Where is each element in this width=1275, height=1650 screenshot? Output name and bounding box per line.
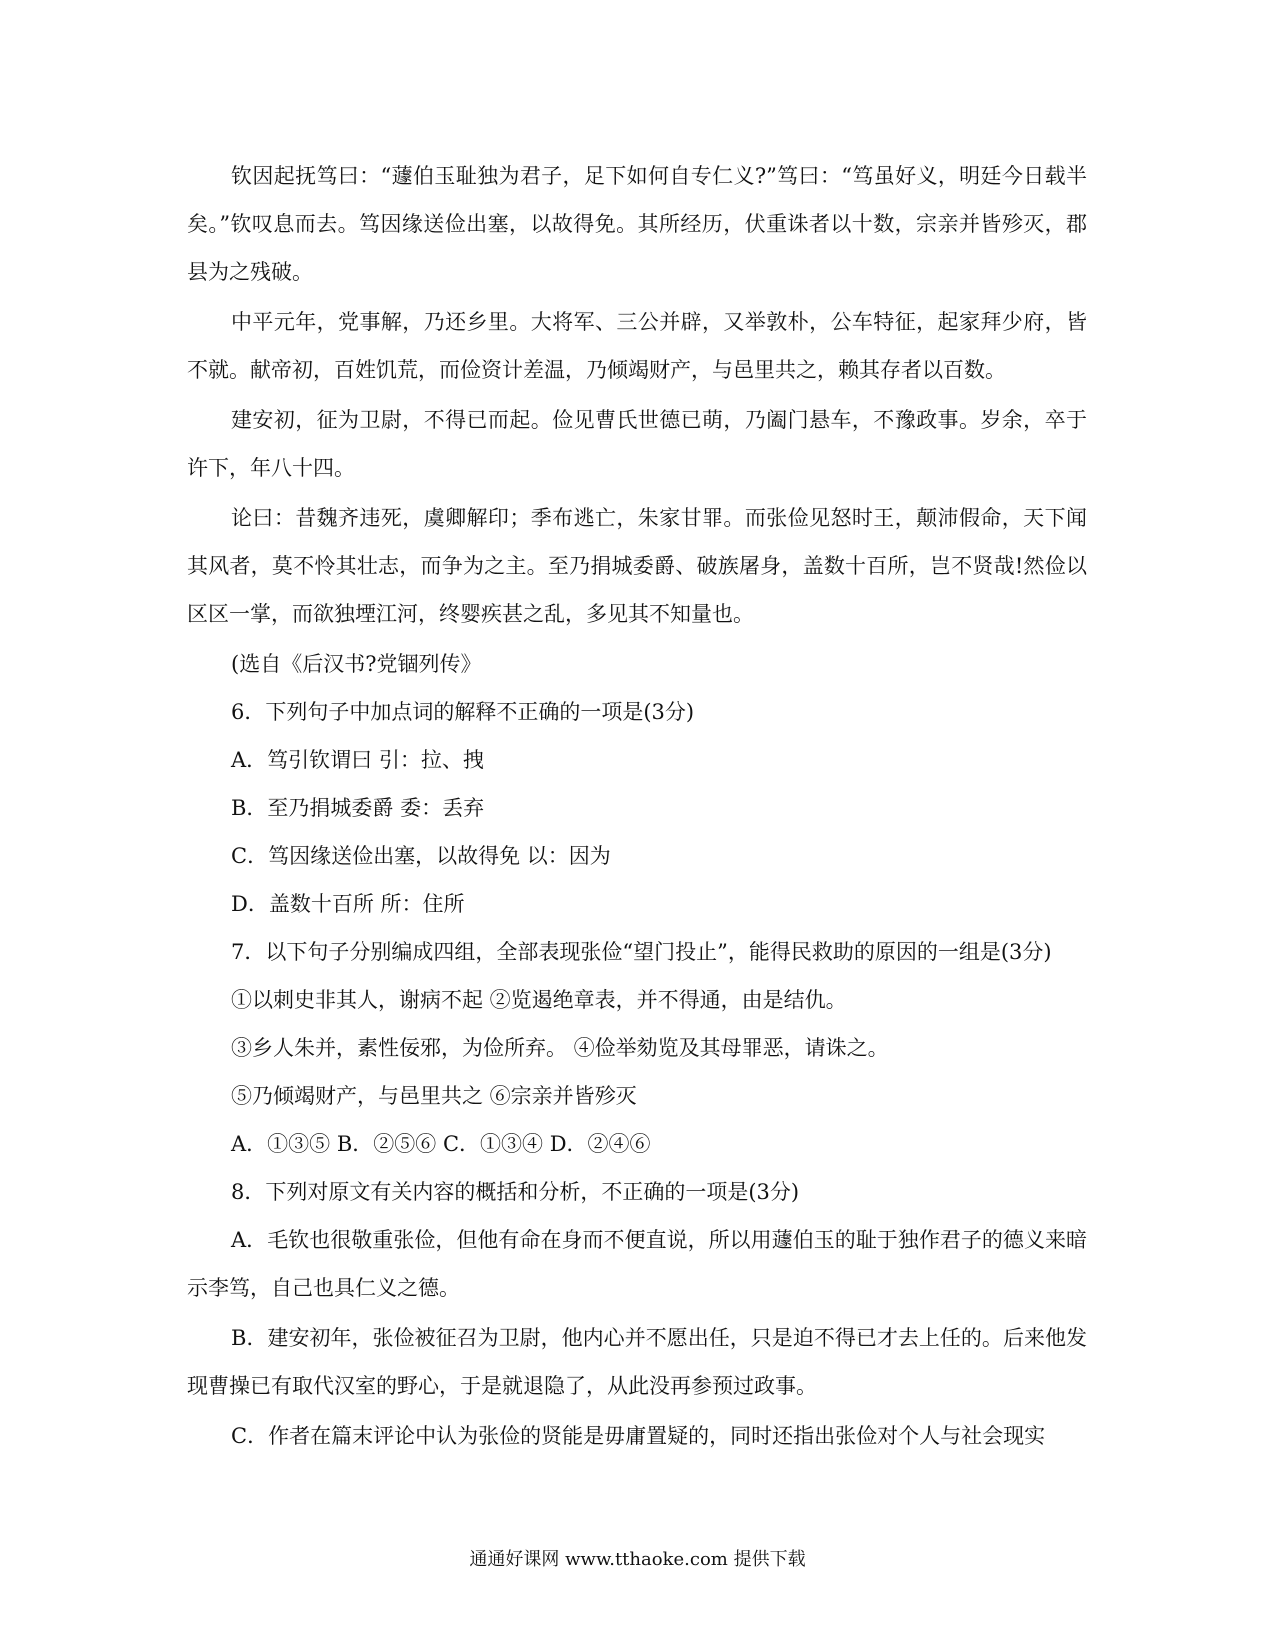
question-6-option-c: C．笃因缘送俭出塞，以故得免 以：因为 [231,844,611,868]
question-8-option-a: A．毛钦也很敬重张俭，但他有命在身而不便直说，所以用蘧伯玉的耻于独作君子的德义来暗示李笃，自己也具仁义之德。 [187,1228,1087,1300]
paragraph-li-du: 钦因起抚笃曰：“蘧伯玉耻独为君子，足下如何自专仁义?”笃曰：“笃虽好义，明廷今日载半矣。”钦叹息而去。笃因缘送俭出塞，以故得免。其所经历，伏重诛者以十数，宗亲并皆殄灭，郡县为之残破。 [187,164,1087,284]
document-body [187,152,1087,1462]
question-6-option-d: D．盖数十百所 所：住所 [231,892,465,916]
question-8-stem: 8．下列对原文有关内容的概括和分析，不正确的一项是(3分) [231,1180,800,1204]
question-6-option-b: B．至乃捐城委爵 委：丢弃 [231,796,485,820]
paragraph-zhongping: 中平元年，党事解，乃还乡里。大将军、三公并辟，又举敦朴，公车特征，起家拜少府，皆不就。献帝初，百姓饥荒，而俭资计差温，乃倾竭财产，与邑里共之，赖其存者以百数。 [187,310,1087,382]
paragraph-jianan: 建安初，征为卫尉，不得已而起。俭见曹氏世德已萌，乃阖门悬车，不豫政事。岁余，卒于许下，年八十四。 [187,408,1087,480]
source-citation: (选自《后汉书?党锢列传》 [231,652,482,676]
paragraph-commentary: 论曰：昔魏齐违死，虞卿解印；季布逃亡，朱家甘罪。而张俭见怒时王，颠沛假命，天下闻其风者，莫不怜其壮志，而争为之主。至乃捐城委爵、破族屠身，盖数十百所，岂不贤哉!然俭以区区一掌，而欲独堙江河，终婴疾甚之乱，多见其不知量也。 [187,506,1087,626]
question-8-option-c: C．作者在篇末评论中认为张俭的贤能是毋庸置疑的，同时还指出张俭对个人与社会现实 [231,1424,1046,1448]
question-7-items-row-1: ①以刺史非其人，谢病不起 ②览遏绝章表，并不得通，由是结仇。 [231,988,847,1012]
question-6-option-a: A．笃引钦谓曰 引：拉、拽 [231,748,484,772]
question-7-items-row-3: ⑤乃倾竭财产，与邑里共之 ⑥宗亲并皆殄灭 [231,1084,637,1108]
question-6-stem: 6．下列句子中加点词的解释不正确的一项是(3分) [231,700,695,724]
question-7-items-row-2: ③乡人朱并，素性佞邪，为俭所弃。 ④俭举劾览及其母罪恶，请诛之。 [231,1036,889,1060]
question-8-option-b: B．建安初年，张俭被征召为卫尉，他内心并不愿出任，只是迫不得已才去上任的。后来他发 现曹操已有取代汉室的野心，于是就退隐了，从此没再参预过政事。 [187,1326,1087,1398]
question-7-options: A．①③⑤ B．②⑤⑥ C．①③④ D．②④⑥ [231,1132,651,1156]
question-7-stem: 7．以下句子分别编成四组，全部表现张俭“望门投止”，能得民救助的原因的一组是(3分) [231,940,1052,964]
page-footer: 通通好课网 www.tthaoke.com 提供下载 [469,1549,806,1570]
